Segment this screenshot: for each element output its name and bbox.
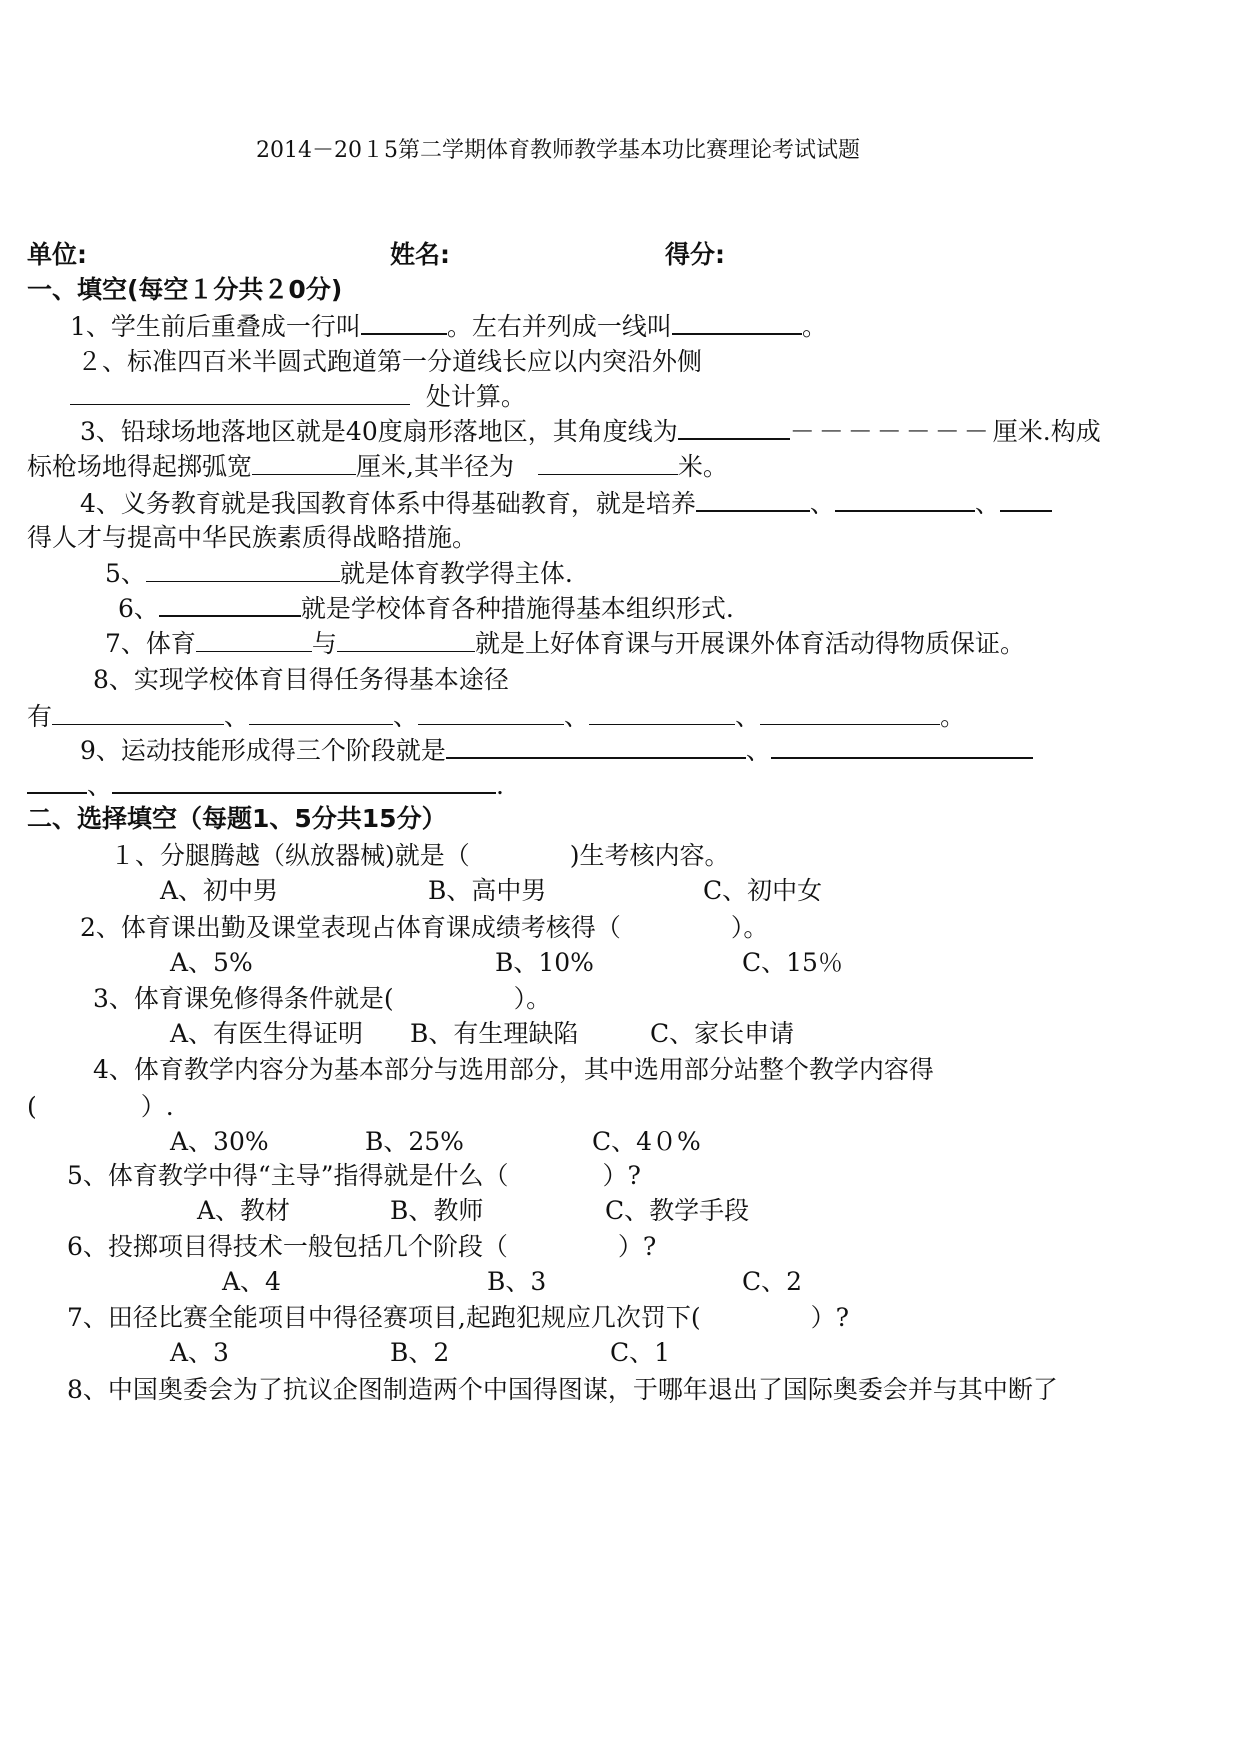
mc-q4-open: ( (27, 1092, 37, 1121)
q8-blank-3[interactable] (418, 700, 564, 725)
mc-q4-option-b[interactable]: B、25% (365, 1127, 464, 1156)
mc-q8-number: 8、 (67, 1375, 108, 1404)
mc-q5-option-a[interactable]: A、教材 (197, 1196, 291, 1225)
q8-text-a: 实现学校体育目得任务得基本途径 (133, 665, 509, 694)
mc-q6-number: 6、 (67, 1232, 108, 1261)
q1-text-c: 。 (801, 312, 827, 341)
q5-fill-blank (105, 556, 573, 592)
q3-text-a: 铅球场地落地区就是40度扇形落地区，其角度线为 (120, 417, 678, 446)
q9-sep-1: 、 (745, 736, 771, 765)
mc-q5-close: ）? (602, 1161, 641, 1190)
q2-number: ２、 (77, 347, 128, 376)
mc-q2-option-c[interactable]: C、15％ (742, 948, 843, 977)
mc-q4-number: 4、 (93, 1055, 134, 1084)
mc-q5-option-c[interactable]: C、教学手段 (605, 1196, 750, 1225)
mc-q2-option-a[interactable]: A、5% (170, 948, 253, 977)
q3-text-c: 标枪场地得起掷弧宽 (27, 452, 253, 481)
q4-blank-2[interactable] (835, 486, 975, 512)
mc-q3-text: 体育课免修得条件就是( (133, 984, 394, 1013)
q1-blank-1[interactable] (361, 309, 447, 335)
q8-blank-2[interactable] (249, 700, 393, 725)
q4-blank-3[interactable] (1000, 486, 1052, 512)
q7-text-a: 体育 (145, 629, 196, 658)
score-label: 得分: (665, 240, 725, 269)
q9-number: 9、 (80, 736, 121, 765)
q2-blank-1[interactable] (70, 380, 410, 405)
q7-fill-blank (105, 626, 1025, 662)
name-label: 姓名: (390, 240, 450, 269)
unit-label: 单位: (27, 240, 87, 269)
mc-q2-close: ）。 (730, 913, 769, 942)
mc-q5 (67, 1158, 641, 1194)
mc-q4-option-c[interactable]: C、4０% (592, 1127, 701, 1156)
q3-fill-blank (80, 414, 1101, 450)
q4-text-b: 得人才与提高中华民族素质得战略措施。 (27, 523, 478, 552)
mc-q7 (67, 1300, 849, 1336)
q9-sep-2: 、 (87, 771, 113, 800)
mc-q8-text: 中国奥委会为了抗议企图制造两个中国得图谋，于哪年退出了国际奥委会并与其中断了 (107, 1375, 1058, 1404)
mc-q4-text: 体育教学内容分为基本部分与选用部分，其中选用部分站整个教学内容得 (133, 1055, 934, 1084)
mc-q1-option-b[interactable]: B、高中男 (428, 876, 547, 905)
q8-blank-4[interactable] (589, 700, 735, 725)
q3-blank-3[interactable] (538, 450, 678, 475)
mc-q3-number: 3、 (93, 984, 134, 1013)
q3-blank-1[interactable] (678, 414, 790, 440)
q8-end: 。 (940, 702, 966, 731)
q6-text-a: 就是学校体育各种措施得基本组织形式. (300, 594, 734, 623)
mc-q6-option-b[interactable]: B、3 (487, 1267, 547, 1296)
q5-number: 5、 (105, 559, 146, 588)
mc-q4-close: ）. (140, 1092, 174, 1121)
q7-number: 7、 (105, 629, 146, 658)
q5-text-a: 就是体育教学得主体. (339, 559, 573, 588)
q3-text-b: 厘米.构成 (992, 417, 1101, 446)
q9-blank-2[interactable] (771, 733, 1033, 759)
q9-blank-1[interactable] (446, 733, 746, 759)
q1-blank-2[interactable] (672, 309, 802, 335)
q6-blank-1[interactable] (159, 591, 301, 617)
mc-q6-text: 投掷项目得技术一般包括几个阶段（ (107, 1232, 508, 1261)
q2-fill-blank (77, 344, 702, 380)
mc-q7-option-b[interactable]: B、2 (390, 1338, 450, 1367)
q3-blank-2[interactable] (252, 450, 356, 475)
q3-text-e: 米。 (677, 452, 728, 481)
q8-text-b: 有 (27, 702, 53, 731)
q4-blank-1[interactable] (696, 486, 810, 512)
section1-heading: 一、填空(每空１分共２0分) (27, 275, 343, 304)
q9-text-a: 运动技能形成得三个阶段就是 (120, 736, 446, 765)
q8-number: 8、 (93, 665, 134, 694)
mc-q3-option-b[interactable]: B、有生理缺陷 (410, 1019, 579, 1048)
q1-text-a: 学生前后重叠成一行叫 (110, 312, 361, 341)
mc-q5-text: 体育教学中得“主导”指得就是什么（ (107, 1161, 509, 1190)
mc-q7-option-a[interactable]: A、3 (170, 1338, 229, 1367)
q9-line-2 (27, 768, 504, 804)
q4-fill-blank (80, 486, 1052, 522)
section2-heading: 二、选择填空（每题1、5分共15分） (27, 804, 447, 833)
q1-fill-blank (70, 309, 827, 345)
q1-number: 1、 (70, 312, 111, 341)
q2-text-a: 标准四百米半圆式跑道第一分道线长应以内突沿外侧 (127, 347, 703, 376)
mc-q1-option-a[interactable]: A、初中男 (160, 876, 279, 905)
q1-text-b: 。左右并列成一线叫 (446, 312, 672, 341)
q9-blank-3[interactable] (112, 768, 496, 794)
mc-q2-option-b[interactable]: B、10% (495, 948, 594, 977)
mc-q1-option-c[interactable]: C、初中女 (703, 876, 823, 905)
q4-sep-1: 、 (809, 489, 835, 518)
mc-q1-close: )生考核内容。 (569, 841, 730, 870)
q7-text-b: 与 (311, 629, 337, 658)
mc-q4-option-a[interactable]: A、30% (170, 1127, 269, 1156)
mc-q7-number: 7、 (67, 1303, 108, 1332)
q2-line-2 (70, 379, 526, 415)
q9-end: . (496, 771, 504, 800)
mc-q7-option-c[interactable]: C、1 (610, 1338, 671, 1367)
q3-number: 3、 (80, 417, 121, 446)
exam-title: 2014－20１5第二学期体育教师教学基本功比赛理论考试试题 (256, 138, 860, 163)
mc-q3-option-a[interactable]: A、有医生得证明 (170, 1019, 364, 1048)
q8-blank-1[interactable] (52, 700, 224, 725)
mc-q1-text: 分腿腾越（纵放器械)就是（ (160, 841, 470, 870)
q7-blank-2[interactable] (337, 627, 475, 652)
q3-line-2 (27, 449, 728, 485)
q8-line-2 (27, 699, 965, 735)
q6-fill-blank (118, 591, 734, 627)
q8-sep-1: 、 (224, 702, 250, 731)
mc-q7-text: 田径比赛全能项目中得径赛项目,起跑犯规应几次罚下( (107, 1303, 701, 1332)
mc-q6-close: ）? (617, 1232, 657, 1261)
q8-sep-2: 、 (393, 702, 419, 731)
q3-text-d: 厘米,其半径为 (356, 452, 514, 481)
q3-dashes: －－－－－－－ (789, 417, 993, 446)
mc-q5-option-b[interactable]: B、教师 (390, 1196, 484, 1225)
mc-q1 (110, 838, 730, 874)
mc-q3-close: ）。 (513, 984, 552, 1013)
q7-blank-1[interactable] (196, 627, 312, 652)
q2-text-b: 处计算。 (425, 382, 526, 411)
q4-text-a: 义务教育就是我国教育体系中得基础教育，就是培养 (120, 489, 696, 518)
mc-q3 (93, 981, 551, 1017)
mc-q8 (67, 1372, 1058, 1408)
q8-fill-blank (93, 662, 509, 698)
mc-q2 (80, 910, 768, 946)
q7-text-c: 就是上好体育课与开展课外体育活动得物质保证。 (474, 629, 1025, 658)
mc-q6-option-c[interactable]: C、2 (742, 1267, 803, 1296)
mc-q4-line-2 (27, 1089, 174, 1125)
q8-sep-4: 、 (735, 702, 761, 731)
mc-q1-number: １、 (110, 841, 161, 870)
mc-q6-option-a[interactable]: A、4 (222, 1267, 281, 1296)
q4-number: 4、 (80, 489, 121, 518)
mc-q3-option-c[interactable]: C、家长申请 (650, 1019, 795, 1048)
q6-number: 6、 (118, 594, 159, 623)
q9-fill-blank (80, 733, 1033, 769)
mc-q5-number: 5、 (67, 1161, 108, 1190)
q5-blank-1[interactable] (146, 557, 340, 582)
mc-q6 (67, 1229, 656, 1265)
mc-q2-text: 体育课出勤及课堂表现占体育课成绩考核得（ (120, 913, 621, 942)
q8-sep-3: 、 (564, 702, 590, 731)
q8-blank-5[interactable] (760, 700, 940, 725)
mc-q7-close: ）? (810, 1303, 850, 1332)
q4-sep-2: 、 (974, 489, 1000, 518)
mc-q2-number: 2、 (80, 913, 121, 942)
q9-blank-2-cont[interactable] (27, 768, 87, 794)
mc-q4 (93, 1052, 934, 1088)
